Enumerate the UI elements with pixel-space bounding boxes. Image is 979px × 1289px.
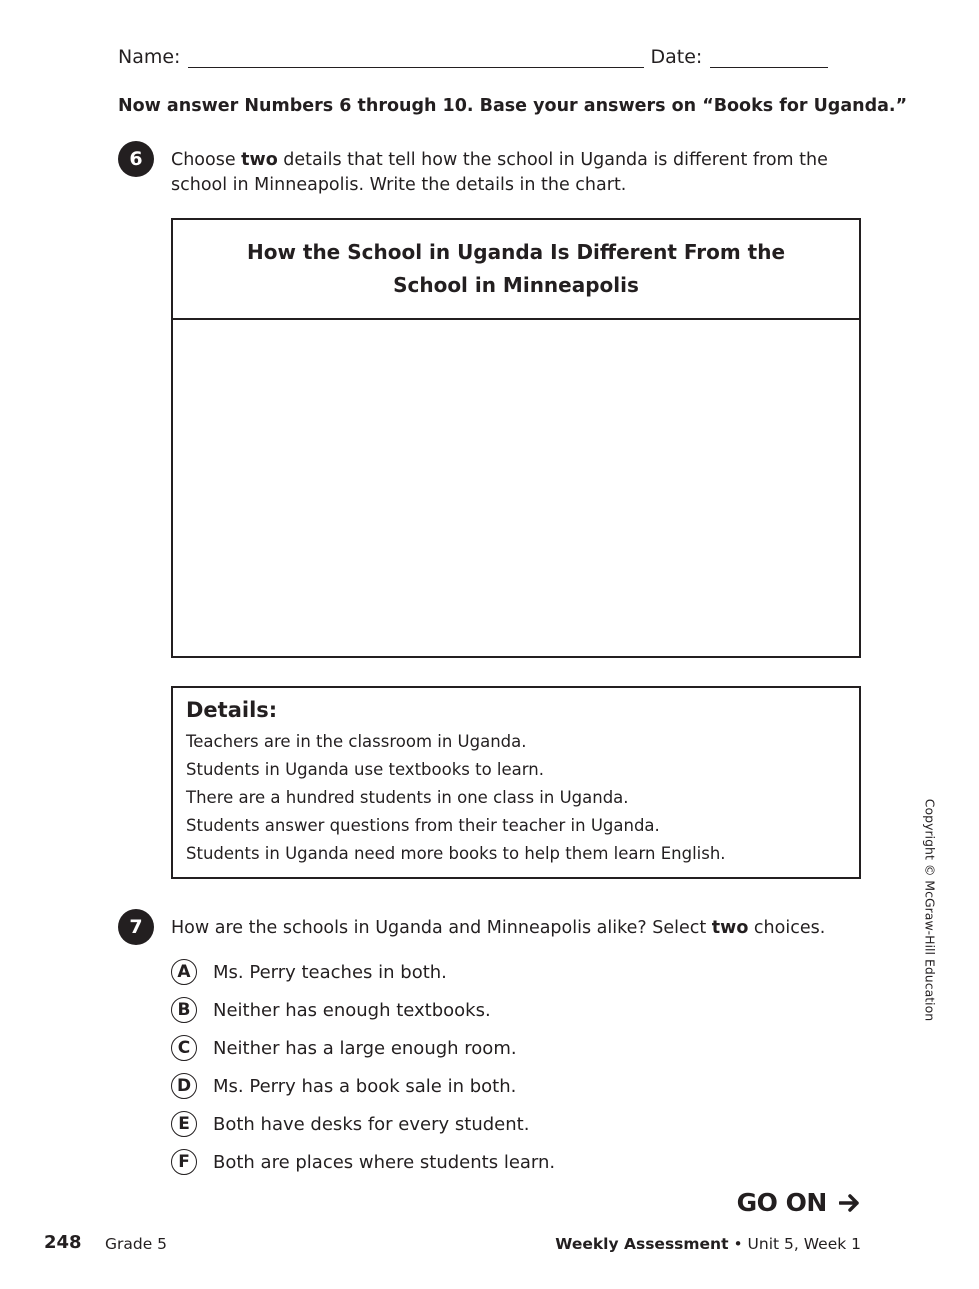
copyright-notice: Copyright © McGraw-Hill Education [922,798,938,1022]
date-label: Date: [650,46,703,68]
name-field[interactable] [188,47,644,68]
chart-title-line: How the School in Uganda Is Different From the [246,240,786,264]
name-label: Name: [118,46,181,68]
answer-chart [171,218,861,658]
q7-text-bold: two [711,918,749,938]
choice-c[interactable] [171,1035,517,1061]
detail-item: Teachers are in the classroom in Uganda. [186,732,527,751]
q7-text-part: How are the schools in Uganda and Minneapolis alike? Select [171,918,712,938]
date-field[interactable] [710,47,828,68]
choice-b[interactable] [171,997,491,1023]
choice-f-bubble[interactable]: F [171,1149,197,1175]
details-box [171,686,861,879]
detail-item: Students in Uganda use textbooks to learn. [186,760,544,779]
question-7-number: 7 [118,909,154,945]
q6-text-part: Choose [171,150,242,170]
go-on-label: GO ON [736,1188,827,1217]
choice-f[interactable] [171,1149,555,1175]
choice-d[interactable] [171,1073,516,1099]
choice-e-text: Both have desks for every student. [213,1113,530,1135]
choice-b-text: Neither has enough textbooks. [213,999,491,1021]
name-date-row [118,46,834,68]
arrow-right-icon [839,1194,861,1212]
choice-f-text: Both are places where students learn. [213,1151,556,1173]
choice-e[interactable] [171,1111,529,1137]
choice-a[interactable] [171,959,447,985]
assessment-title: Weekly Assessment [555,1235,729,1253]
choice-e-bubble[interactable]: E [171,1111,197,1137]
choice-b-bubble[interactable]: B [171,997,197,1023]
question-6-number: 6 [118,141,154,177]
choice-c-text: Neither has a large enough room. [213,1037,517,1059]
details-title: Details: [186,698,278,722]
unit-week: Unit 5, Week 1 [747,1235,861,1253]
chart-title-line: School in Minneapolis [393,273,639,297]
q6-text-line2: school in Minneapolis. Write the details in the chart. [171,175,627,195]
choice-d-bubble[interactable]: D [171,1073,197,1099]
assessment-label [555,1235,861,1253]
detail-item: Students answer questions from their teacher in Uganda. [186,816,660,835]
choice-c-bubble[interactable]: C [171,1035,197,1061]
q6-text-part: details that tell how the school in Uganda is different from the [277,150,828,170]
choice-d-text: Ms. Perry has a book sale in both. [213,1075,517,1097]
q6-text-bold: two [241,150,278,170]
q7-text-part: choices. [748,918,826,938]
question-6-text [171,148,828,198]
footer-separator: • [733,1235,743,1253]
choice-a-text: Ms. Perry teaches in both. [213,961,447,983]
details-list [186,728,726,868]
detail-item: There are a hundred students in one class in Uganda. [186,788,629,807]
grade-label: Grade 5 [105,1235,168,1253]
choice-a-bubble[interactable]: A [171,959,197,985]
go-on-indicator [737,1188,861,1217]
page-number: 248 [44,1232,82,1253]
instructions: Now answer Numbers 6 through 10. Base your answers on “Books for Uganda.” [118,96,908,116]
question-7-text [171,916,825,941]
chart-answer-area[interactable] [173,320,859,654]
chart-title [173,220,859,320]
detail-item: Students in Uganda need more books to help them learn English. [186,844,726,863]
